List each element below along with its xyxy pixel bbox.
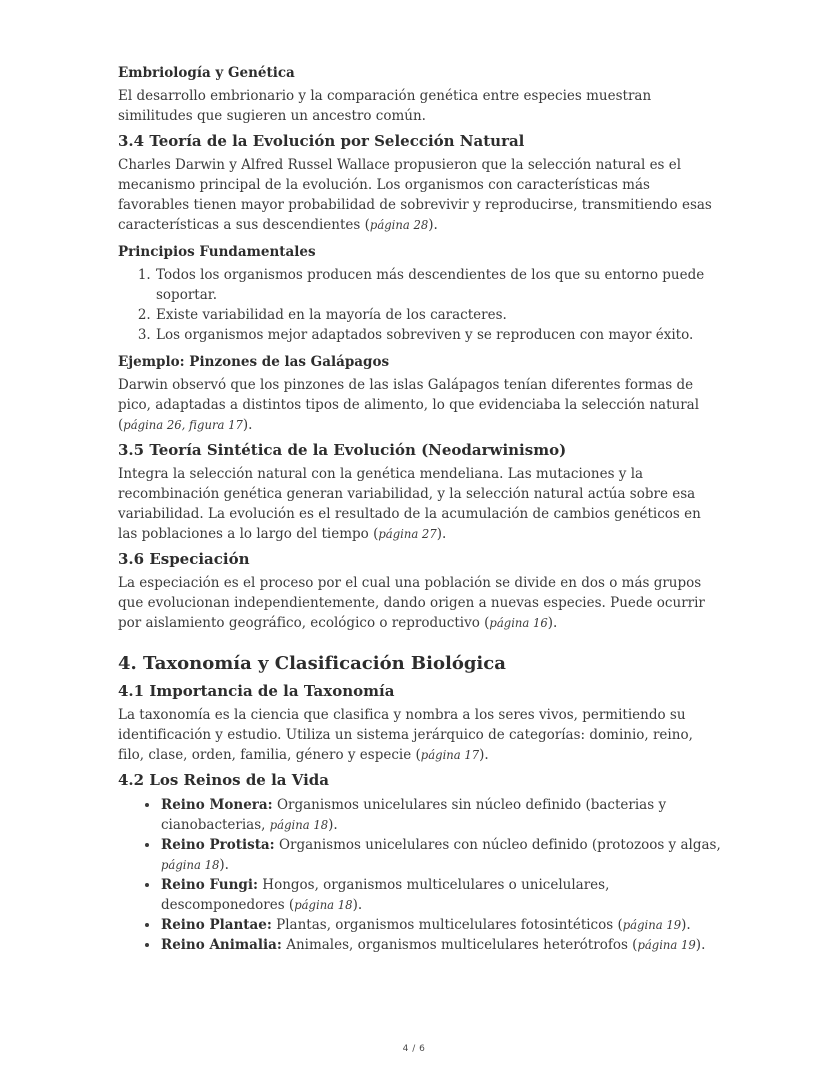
list-item: 2. Existe variabilidad en la mayoría de los caracteres. [155,305,722,325]
paragraph: Integra la selección natural con la genética mendeliana. Las mutaciones y la recombinación genética generan variabilidad, y la selección natural actúa sobre esa variabilidad. La evolución es el resultado de la acumulación de cambios genéticos en las poblaciones a lo largo del tiempo (página 27). [118,466,701,542]
page-number-indicator: 4 / 6 [402,1044,426,1054]
bold-term: Reino Plantae: [161,917,272,933]
page-reference: página 19 [622,918,682,932]
paragraph: La taxonomía es la ciencia que clasifica y nombra a los seres vivos, permitiendo su identificación y estudio. Utiliza un sistema jerárquico de categorías: dominio, reino, filo, clase, orden, familia, género y especie (página 17). [118,707,693,763]
bold-term: Reino Monera: [161,797,273,813]
page-reference: página 27 [378,527,437,541]
page-reference: página 18 [294,898,353,912]
list-item: • Reino Plantae: Plantas, organismos multicelulares fotosintéticos (página 19). [160,915,722,935]
bold-term: Reino Animalia: [161,937,282,953]
ordered-list [118,265,722,345]
section-heading: 4.2 Los Reinos de la Vida [118,771,329,789]
list-item: 1. Todos los organismos producen más descendientes de los que su entorno puede soportar. [155,265,722,305]
paragraph: Darwin observó que los pinzones de las islas Galápagos tenían diferentes formas de pico, adaptadas a distintos tipos de alimento, lo que evidenciaba la selección natural (página 26, figura 17). [118,377,700,433]
subsection-heading: Embriología y Genética [118,65,295,81]
bullet-list [118,795,722,955]
page-reference: página 18 [161,858,220,872]
bold-term: Reino Protista: [161,837,275,853]
list-item: • Reino Monera: Organismos unicelulares sin núcleo definido (bacterias y cianobacterias, página 18). [160,795,722,835]
section-heading: 3.5 Teoría Sintética de la Evolución (Neodarwinismo) [118,441,567,459]
page-reference: página 26, figura 17 [123,418,243,432]
page-reference: página 17 [420,748,480,762]
page-reference: página 16 [489,616,548,630]
section-heading: 3.6 Especiación [118,550,250,568]
section-heading: 3.4 Teoría de la Evolución por Selección Natural [118,132,525,150]
subsection-heading: Principios Fundamentales [118,244,316,260]
paragraph: El desarrollo embrionario y la comparación genética entre especies muestran similitudes que sugieren un ancestro común. [118,88,652,124]
list-item: • Reino Protista: Organismos unicelulares con núcleo definido (protozoos y algas, página 18). [160,835,722,875]
chapter-heading: 4. Taxonomía y Clasificación Biológica [118,653,506,674]
list-item: 3. Los organismos mejor adaptados sobreviven y se reproducen con mayor éxito. [155,325,722,345]
page-reference: página 18 [269,818,329,832]
bold-term: Reino Fungi: [161,877,258,893]
list-item: • Reino Fungi: Hongos, organismos multicelulares o unicelulares, descomponedores (página 18). [160,875,722,915]
section-heading: 4.1 Importancia de la Taxonomía [118,682,395,700]
subsection-heading: Ejemplo: Pinzones de las Galápagos [118,354,390,370]
paragraph: La especiación es el proceso por el cual una población se divide en dos o más grupos que evolucionan independientemente, dando origen a nuevas especies. Puede ocurrir por aislamiento geográfico, ecológico o reproductivo (página 16). [118,575,705,631]
list-item: • Reino Animalia: Animales, organismos multicelulares heterótrofos (página 19). [160,935,722,955]
page-reference: página 28 [369,218,429,232]
document-content [118,64,722,961]
paragraph: Charles Darwin y Alfred Russel Wallace propusieron que la selección natural es el mecanismo principal de la evolución. Los organismos con características más favorables tienen mayor probabilidad de sobrevivir y reproducirse, transmitiendo esas características a sus descendientes (página 28). [118,157,712,233]
page-reference: página 19 [637,938,696,952]
